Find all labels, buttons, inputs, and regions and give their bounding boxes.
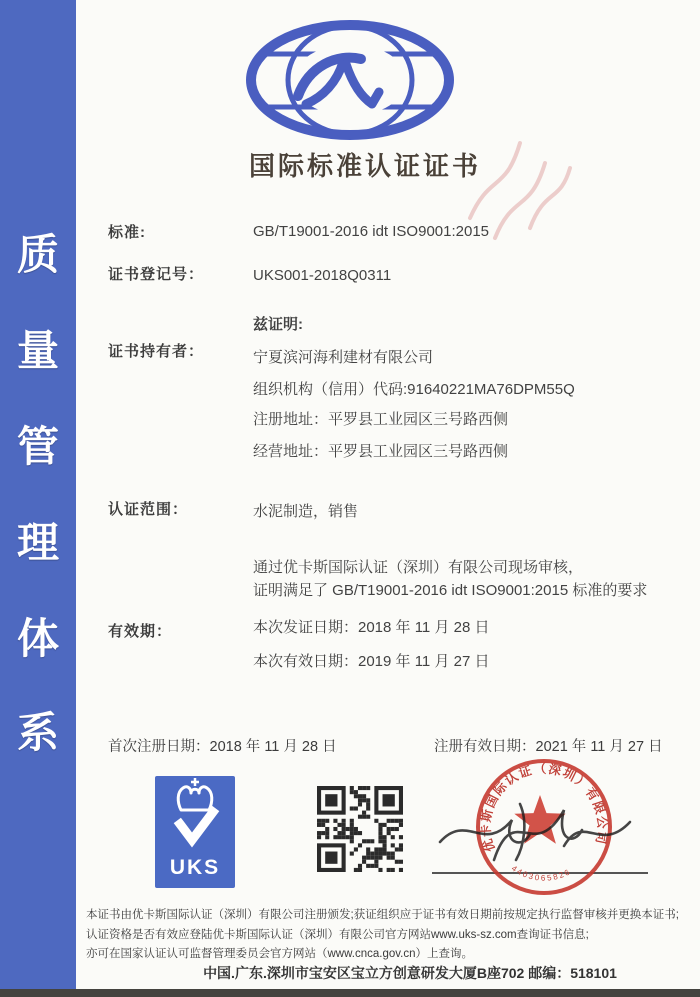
crown-and-check-icon bbox=[163, 776, 227, 854]
footer-line-2: 认证资格是否有效应登陆优卡斯国际认证（深圳）有限公司官方网站www.uks-sz.com查询证书信息; bbox=[86, 928, 589, 941]
business-address: 经营地址：平罗县工业园区三号路西侧 bbox=[253, 443, 509, 460]
first-registration-date: 首次注册日期：2018 年 11 月 28 日 bbox=[108, 739, 337, 755]
audit-statement-line2: 证明满足了 GB/T19001-2016 idt ISO9001:2015 标准的要求 bbox=[253, 582, 648, 599]
seal-number-text: 4403065826 bbox=[509, 863, 573, 883]
registration-valid-date: 注册有效日期：2021 年 11 月 27 日 bbox=[434, 739, 663, 755]
band-char: 量 bbox=[16, 327, 59, 374]
cert-no-value: UKS001-2018Q0311 bbox=[253, 267, 392, 284]
holder-label: 证书持有者： bbox=[108, 343, 205, 360]
footer-line-3: 亦可在国家认证认可监督管理委员会官方网站（www.cnca.gov.cn）上查询。 bbox=[86, 948, 473, 960]
standard-value: GB/T19001-2016 idt ISO9001:2015 bbox=[253, 223, 490, 240]
hereby-label: 兹证明: bbox=[253, 316, 303, 333]
band-char: 管 bbox=[16, 423, 59, 470]
band-char: 理 bbox=[16, 519, 59, 566]
band-char: 系 bbox=[16, 709, 59, 756]
standard-label: 标准: bbox=[108, 224, 146, 241]
scope-value: 水泥制造，销售 bbox=[253, 503, 359, 520]
uks-logo-label: UKS bbox=[169, 856, 221, 879]
validity-label: 有效期： bbox=[108, 623, 173, 640]
qr-code bbox=[317, 786, 403, 877]
valid-until-date: 本次有效日期：2019 年 11 月 27 日 bbox=[253, 653, 490, 670]
band-char: 质 bbox=[16, 231, 59, 278]
issue-date: 本次发证日期：2018 年 11 月 28 日 bbox=[253, 619, 490, 636]
seal-company-text: 优卡斯国际认证（深圳）有限公司 bbox=[478, 761, 610, 854]
company-seal bbox=[432, 742, 656, 915]
band-char: 体 bbox=[16, 615, 59, 662]
footer-line-1: 本证书由优卡斯国际认证（深圳）有限公司注册颁发;获证组织应于证书有效日期前按规定执行监督审核并更换本证书; bbox=[86, 909, 679, 921]
audit-statement-line1: 通过优卡斯国际认证（深圳）有限公司现场审核， bbox=[253, 559, 584, 576]
scope-label: 认证范围： bbox=[108, 501, 189, 518]
page-bottom-edge bbox=[0, 989, 700, 997]
uks-logo-icon bbox=[155, 776, 235, 888]
uks-globe-logo-icon bbox=[243, 20, 457, 145]
footer-notes bbox=[86, 906, 679, 965]
org-code: 组织机构（信用）代码:91640221MA76DPM55Q bbox=[253, 381, 575, 398]
holder-name: 宁夏滨河海利建材有限公司 bbox=[253, 349, 434, 366]
cert-no-label: 证书登记号： bbox=[108, 266, 205, 283]
certificate-title: 国际标准认证证书 bbox=[248, 151, 481, 181]
registered-address: 注册地址：平罗县工业园区三号路西侧 bbox=[253, 411, 509, 428]
issuer-address: 中国.广东.深圳市宝安区宝立方创意研发大厦B座702 邮编：518101 bbox=[203, 965, 617, 981]
